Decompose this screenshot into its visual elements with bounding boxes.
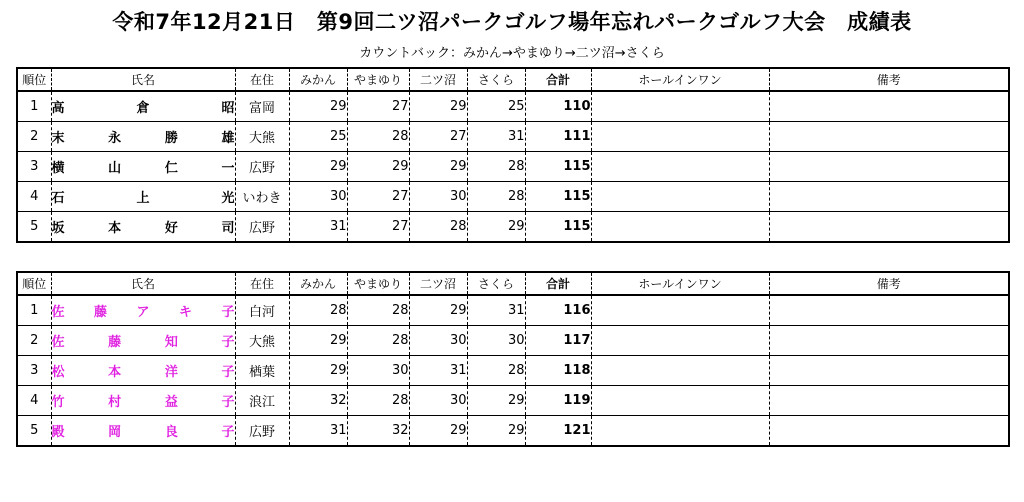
rank-cell: 2 (17, 326, 51, 356)
score-sakura-cell: 28 (467, 182, 525, 212)
total-score-cell: 115 (525, 212, 591, 243)
score-sakura-cell: 29 (467, 386, 525, 416)
player-name-char: 佐 (51, 305, 65, 320)
score-sakura-cell: 25 (467, 91, 525, 122)
player-name-char: 良 (164, 425, 178, 440)
col-header-name: 氏名 (51, 68, 235, 91)
table-row (17, 295, 1009, 326)
player-name-char: 本 (108, 221, 122, 236)
remarks-cell (769, 356, 1009, 386)
remarks-cell (769, 326, 1009, 356)
score-mikan-cell: 31 (289, 416, 347, 447)
table-row (17, 152, 1009, 182)
player-name-char: 末 (51, 131, 65, 146)
player-name-char: 仁 (164, 161, 178, 176)
player-name-char: 光 (221, 191, 235, 206)
player-name-cell (51, 386, 235, 416)
score-yamayuri-cell: 29 (347, 152, 409, 182)
col-header-rank: 順位 (17, 68, 51, 91)
residence-cell: 大熊 (235, 326, 289, 356)
score-sakura-cell: 29 (467, 212, 525, 243)
col-header-sakura: さくら (467, 272, 525, 295)
total-score-cell: 117 (525, 326, 591, 356)
player-name-char: 山 (108, 161, 122, 176)
score-mikan-cell: 25 (289, 122, 347, 152)
table-header-row (17, 68, 1009, 91)
remarks-cell (769, 212, 1009, 243)
hole-in-one-cell (591, 326, 769, 356)
player-name-char: 村 (108, 395, 122, 410)
table-row (17, 182, 1009, 212)
score-futatsunuma-cell: 29 (409, 91, 467, 122)
score-sakura-cell: 31 (467, 122, 525, 152)
residence-cell: 白河 (235, 295, 289, 326)
player-name (52, 217, 235, 236)
hole-in-one-cell (591, 416, 769, 447)
player-name (52, 187, 235, 206)
col-header-name: 氏名 (51, 272, 235, 295)
score-mikan-cell: 29 (289, 356, 347, 386)
score-mikan-cell: 29 (289, 91, 347, 122)
score-futatsunuma-cell: 29 (409, 295, 467, 326)
col-header-mikan: みかん (289, 68, 347, 91)
player-name-cell (51, 122, 235, 152)
player-name (52, 331, 235, 350)
rank-cell: 3 (17, 152, 51, 182)
col-header-hole-in-one: ホールインワン (591, 272, 769, 295)
rank-cell: 5 (17, 416, 51, 447)
player-name-char: 上 (136, 191, 150, 206)
player-name-char: 本 (108, 365, 122, 380)
rank-cell: 3 (17, 356, 51, 386)
score-mikan-cell: 28 (289, 295, 347, 326)
player-name-cell (51, 416, 235, 447)
total-score-cell: 118 (525, 356, 591, 386)
rank-cell: 4 (17, 182, 51, 212)
total-score-cell: 116 (525, 295, 591, 326)
score-mikan-cell: 32 (289, 386, 347, 416)
player-name-cell (51, 356, 235, 386)
remarks-cell (769, 122, 1009, 152)
table-row (17, 91, 1009, 122)
rank-cell: 1 (17, 91, 51, 122)
rank-cell: 4 (17, 386, 51, 416)
score-yamayuri-cell: 28 (347, 326, 409, 356)
col-header-rank: 順位 (17, 272, 51, 295)
rank-cell: 5 (17, 212, 51, 243)
col-header-total: 合計 (525, 272, 591, 295)
player-name-cell (51, 295, 235, 326)
col-header-area: 在住 (235, 272, 289, 295)
col-header-mikan: みかん (289, 272, 347, 295)
score-yamayuri-cell: 32 (347, 416, 409, 447)
player-name (52, 421, 235, 440)
player-name-cell (51, 91, 235, 122)
col-header-futatsunuma: 二ツ沼 (409, 68, 467, 91)
player-name-cell (51, 212, 235, 243)
player-name-char: 勝 (164, 131, 178, 146)
score-mikan-cell: 29 (289, 326, 347, 356)
score-yamayuri-cell: 28 (347, 386, 409, 416)
remarks-cell (769, 416, 1009, 447)
total-score-cell: 121 (525, 416, 591, 447)
score-mikan-cell: 29 (289, 152, 347, 182)
col-header-futatsunuma: 二ツ沼 (409, 272, 467, 295)
col-header-remarks: 備考 (769, 68, 1009, 91)
hole-in-one-cell (591, 152, 769, 182)
table-row (17, 386, 1009, 416)
score-yamayuri-cell: 28 (347, 295, 409, 326)
residence-cell: 広野 (235, 416, 289, 447)
table-row (17, 356, 1009, 386)
remarks-cell (769, 91, 1009, 122)
player-name-char: 殿 (51, 425, 65, 440)
score-sakura-cell: 29 (467, 416, 525, 447)
player-name (52, 97, 235, 116)
hole-in-one-cell (591, 91, 769, 122)
player-name-char: 高 (51, 101, 65, 116)
remarks-cell (769, 386, 1009, 416)
player-name-char: 竹 (51, 395, 65, 410)
men-results-body (17, 91, 1009, 242)
player-name-char: 子 (221, 305, 235, 320)
total-score-cell: 119 (525, 386, 591, 416)
rank-cell: 2 (17, 122, 51, 152)
table-row (17, 326, 1009, 356)
player-name-cell (51, 326, 235, 356)
score-yamayuri-cell: 27 (347, 91, 409, 122)
player-name (52, 157, 235, 176)
player-name-char: 子 (221, 335, 235, 350)
score-sakura-cell: 31 (467, 295, 525, 326)
player-name-char: 子 (221, 395, 235, 410)
player-name-char: 横 (51, 161, 65, 176)
score-sakura-cell: 28 (467, 152, 525, 182)
player-name-char: ア (136, 305, 150, 320)
total-score-cell: 115 (525, 182, 591, 212)
hole-in-one-cell (591, 356, 769, 386)
player-name-char: 好 (164, 221, 178, 236)
score-futatsunuma-cell: 29 (409, 152, 467, 182)
score-yamayuri-cell: 27 (347, 182, 409, 212)
score-futatsunuma-cell: 30 (409, 326, 467, 356)
residence-cell: 富岡 (235, 91, 289, 122)
player-name-char: 藤 (93, 305, 107, 320)
results-table-women (16, 271, 1010, 447)
total-score-cell: 115 (525, 152, 591, 182)
score-futatsunuma-cell: 30 (409, 182, 467, 212)
score-yamayuri-cell: 28 (347, 122, 409, 152)
player-name-char: 倉 (136, 101, 150, 116)
player-name-char: キ (178, 305, 192, 320)
residence-cell: 浪江 (235, 386, 289, 416)
residence-cell: 広野 (235, 152, 289, 182)
player-name-char: 子 (221, 425, 235, 440)
score-sakura-cell: 28 (467, 356, 525, 386)
hole-in-one-cell (591, 212, 769, 243)
score-futatsunuma-cell: 31 (409, 356, 467, 386)
hole-in-one-cell (591, 182, 769, 212)
table-row (17, 212, 1009, 243)
col-header-yamayuri: やまゆり (347, 272, 409, 295)
total-score-cell: 110 (525, 91, 591, 122)
player-name-char: 佐 (51, 335, 65, 350)
women-results-body (17, 295, 1009, 446)
player-name-char: 昭 (221, 101, 235, 116)
player-name-char: 知 (164, 335, 178, 350)
player-name-char: 坂 (51, 221, 65, 236)
player-name-char: 子 (221, 365, 235, 380)
player-name-char: 石 (51, 191, 65, 206)
table-row (17, 122, 1009, 152)
remarks-cell (769, 295, 1009, 326)
player-name-cell (51, 182, 235, 212)
hole-in-one-cell (591, 295, 769, 326)
player-name (52, 391, 235, 410)
col-header-sakura: さくら (467, 68, 525, 91)
results-table-men (16, 67, 1010, 243)
player-name-char: 洋 (164, 365, 178, 380)
score-yamayuri-cell: 27 (347, 212, 409, 243)
col-header-hole-in-one: ホールインワン (591, 68, 769, 91)
countback-note: カウントバック：みかん→やまゆり→二ツ沼→さくら (359, 46, 665, 61)
player-name-cell (51, 152, 235, 182)
table-row (17, 416, 1009, 447)
player-name-char: 藤 (108, 335, 122, 350)
col-header-remarks: 備考 (769, 272, 1009, 295)
residence-cell: 大熊 (235, 122, 289, 152)
page-title: 令和7年12月21日 第9回二ツ沼パークゴルフ場年忘れパークゴルフ大会 成績表 (112, 10, 912, 34)
table-header-row (17, 272, 1009, 295)
player-name (52, 361, 235, 380)
col-header-area: 在住 (235, 68, 289, 91)
score-futatsunuma-cell: 30 (409, 386, 467, 416)
col-header-yamayuri: やまゆり (347, 68, 409, 91)
hole-in-one-cell (591, 122, 769, 152)
player-name-char: 益 (164, 395, 178, 410)
residence-cell: 広野 (235, 212, 289, 243)
residence-cell: 楢葉 (235, 356, 289, 386)
remarks-cell (769, 152, 1009, 182)
player-name (52, 301, 235, 320)
player-name-char: 雄 (221, 131, 235, 146)
player-name-char: 松 (51, 365, 65, 380)
player-name (52, 127, 235, 146)
score-sakura-cell: 30 (467, 326, 525, 356)
total-score-cell: 111 (525, 122, 591, 152)
residence-cell: いわき (235, 182, 289, 212)
player-name-char: 岡 (108, 425, 122, 440)
player-name-char: 永 (108, 131, 122, 146)
rank-cell: 1 (17, 295, 51, 326)
col-header-total: 合計 (525, 68, 591, 91)
score-futatsunuma-cell: 28 (409, 212, 467, 243)
player-name-char: 一 (221, 161, 235, 176)
score-futatsunuma-cell: 29 (409, 416, 467, 447)
score-mikan-cell: 30 (289, 182, 347, 212)
remarks-cell (769, 182, 1009, 212)
hole-in-one-cell (591, 386, 769, 416)
score-mikan-cell: 31 (289, 212, 347, 243)
player-name-char: 司 (221, 221, 235, 236)
score-yamayuri-cell: 30 (347, 356, 409, 386)
score-futatsunuma-cell: 27 (409, 122, 467, 152)
